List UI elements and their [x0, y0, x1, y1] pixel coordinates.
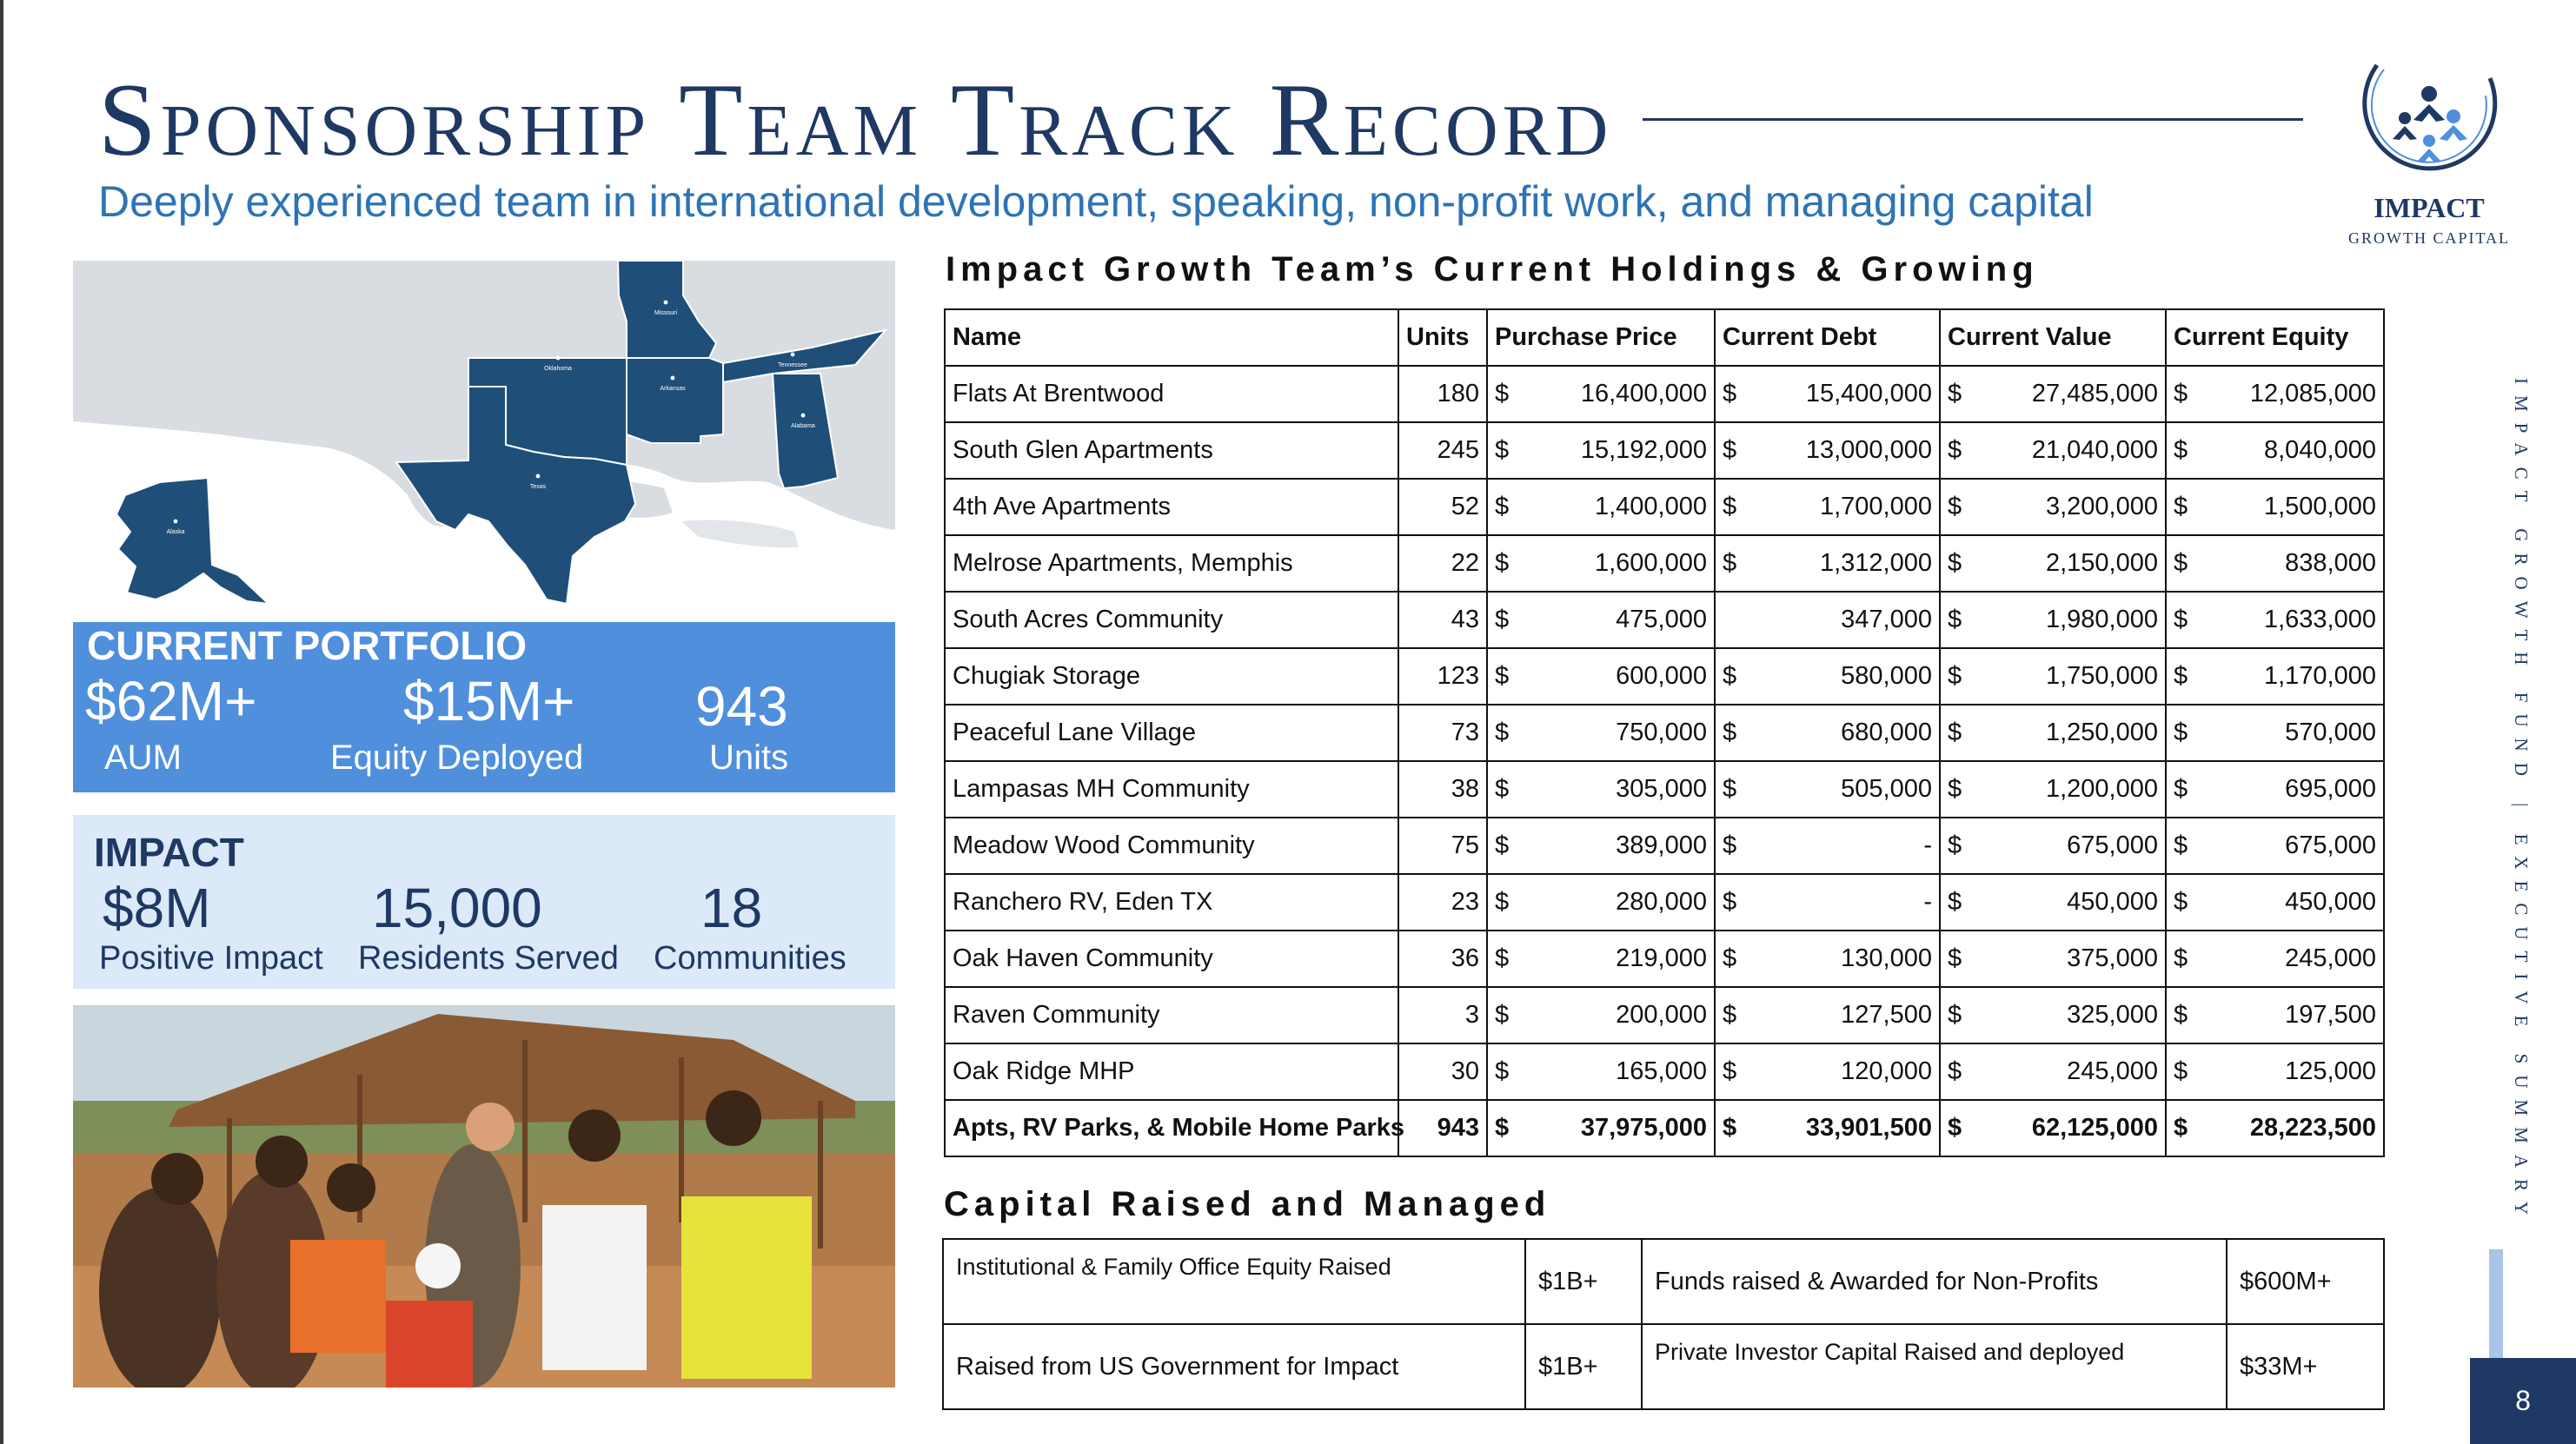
currency-symbol: $	[2174, 493, 2188, 520]
cell-amount: 347,000	[1841, 606, 1932, 633]
us-states-map	[73, 261, 895, 604]
currency-symbol: $	[2174, 719, 2188, 746]
map-label-oklahoma: Oklahoma	[544, 366, 572, 372]
side-vertical-label: IMPACT GROWTH FUND | EXECUTIVE SUMMARY	[2511, 378, 2532, 1226]
cell-amount: 1,750,000	[2045, 662, 2158, 690]
col-header-current-value: Current Value	[1940, 309, 2166, 366]
col-header-current-equity: Current Equity	[2166, 309, 2384, 366]
table-row	[945, 648, 2384, 705]
cell-value	[1940, 422, 2166, 479]
cell-amount: 16,400,000	[1580, 380, 1707, 407]
cell-amount: 245,000	[2285, 944, 2376, 972]
currency-symbol: $	[2174, 1001, 2188, 1029]
cell-value	[1940, 535, 2166, 592]
capital-table	[942, 1238, 2385, 1410]
cell-units: 943	[1398, 1100, 1487, 1156]
cell-name: Flats At Brentwood	[945, 366, 1398, 422]
map-label-alaska: Alaska	[166, 529, 185, 535]
cell-amount: 1,633,000	[2263, 606, 2376, 633]
cell-debt	[1715, 366, 1940, 422]
cell-amount: 675,000	[2067, 831, 2158, 859]
cell-amount: 475,000	[1616, 606, 1707, 633]
capital-title: Capital Raised and Managed	[944, 1185, 1551, 1223]
cell-equity	[2166, 366, 2384, 422]
cell-amount: 62,125,000	[2031, 1114, 2158, 1142]
cell-amount: 1,400,000	[1594, 493, 1707, 520]
capital-value: $1B+	[1525, 1239, 1642, 1324]
logo-emblem-icon	[2342, 43, 2516, 191]
col-header-current-debt: Current Debt	[1715, 309, 1940, 366]
capital-row	[943, 1239, 2384, 1324]
cell-equity	[2166, 987, 2384, 1043]
page-subtitle: Deeply experienced team in international development, speaking, non-profit work, and managing capital	[98, 177, 2094, 226]
currency-symbol: $	[1495, 662, 1510, 690]
cell-units: 3	[1398, 987, 1487, 1043]
cell-units: 123	[1398, 648, 1487, 705]
currency-symbol: $	[1723, 1001, 1737, 1029]
residents-label: Residents Served	[358, 940, 619, 977]
cell-amount: 33,901,500	[1805, 1114, 1932, 1142]
cell-amount: 165,000	[1616, 1057, 1707, 1085]
cell-amount: 675,000	[2285, 831, 2376, 859]
cell-equity	[2166, 705, 2384, 761]
currency-symbol: $	[1723, 719, 1737, 746]
col-header-name: Name	[945, 309, 1398, 366]
cell-amount: -	[1923, 888, 1932, 916]
impact-box	[73, 815, 895, 989]
cell-purchase	[1487, 366, 1715, 422]
currency-symbol: $	[1948, 1001, 1962, 1029]
cell-amount: 280,000	[1616, 888, 1707, 916]
cell-value	[1940, 931, 2166, 987]
currency-symbol: $	[1948, 719, 1962, 746]
cell-purchase	[1487, 761, 1715, 818]
cell-amount: 125,000	[2285, 1057, 2376, 1085]
cell-debt	[1715, 648, 1940, 705]
cell-purchase	[1487, 1043, 1715, 1100]
cell-amount: 120,000	[1841, 1057, 1932, 1085]
cell-amount: 680,000	[1841, 719, 1932, 746]
cell-debt	[1715, 987, 1940, 1043]
cell-name: 4th Ave Apartments	[945, 479, 1398, 535]
cell-units: 38	[1398, 761, 1487, 818]
cell-amount: 197,500	[2285, 1001, 2376, 1029]
table-row	[945, 422, 2384, 479]
cell-purchase	[1487, 987, 1715, 1043]
table-row	[945, 592, 2384, 648]
cell-equity	[2166, 931, 2384, 987]
cell-equity	[2166, 1100, 2384, 1156]
cell-debt	[1715, 1043, 1940, 1100]
cell-value	[1940, 1043, 2166, 1100]
communities-label: Communities	[654, 940, 846, 977]
logo-name: IMPACT	[2374, 192, 2485, 223]
currency-symbol: $	[1723, 775, 1737, 803]
cell-equity	[2166, 422, 2384, 479]
cell-amount: 13,000,000	[1805, 436, 1932, 464]
cell-value	[1940, 987, 2166, 1043]
aum-value: $62M+	[85, 670, 257, 732]
title-rule	[1643, 118, 2303, 121]
currency-symbol: $	[1495, 380, 1510, 407]
currency-symbol: $	[1948, 888, 1962, 916]
cell-name: Oak Haven Community	[945, 931, 1398, 987]
capital-label: Private Investor Capital Raised and deployed	[1642, 1324, 2227, 1409]
positive-impact-value: $8M	[103, 877, 211, 939]
table-row	[945, 705, 2384, 761]
cell-amount: 838,000	[2285, 549, 2376, 577]
current-portfolio-box	[73, 622, 895, 792]
currency-symbol: $	[1948, 549, 1962, 577]
cell-debt	[1715, 761, 1940, 818]
table-row	[945, 761, 2384, 818]
cell-units: 73	[1398, 705, 1487, 761]
cell-amount: 450,000	[2285, 888, 2376, 916]
cell-name: South Glen Apartments	[945, 422, 1398, 479]
page-number: 8	[2470, 1358, 2576, 1444]
currency-symbol: $	[2174, 1114, 2188, 1142]
cell-debt	[1715, 479, 1940, 535]
cell-amount: 1,980,000	[2045, 606, 2158, 633]
currency-symbol: $	[1495, 944, 1510, 972]
currency-symbol: $	[2174, 1057, 2188, 1085]
cell-amount: 200,000	[1616, 1001, 1707, 1029]
cell-amount: 245,000	[2067, 1057, 2158, 1085]
cell-amount: 750,000	[1616, 719, 1707, 746]
table-row	[945, 535, 2384, 592]
cell-units: 36	[1398, 931, 1487, 987]
currency-symbol: $	[1495, 1057, 1510, 1085]
cell-value	[1940, 761, 2166, 818]
table-row	[945, 1043, 2384, 1100]
cell-equity	[2166, 761, 2384, 818]
map-state-arkansas	[627, 358, 723, 443]
cell-amount: 695,000	[2285, 775, 2376, 803]
team-photo	[73, 1005, 895, 1388]
cell-equity	[2166, 535, 2384, 592]
cell-purchase	[1487, 592, 1715, 648]
cell-units: 23	[1398, 874, 1487, 931]
cell-amount: 450,000	[2067, 888, 2158, 916]
capital-label: Raised from US Government for Impact	[943, 1324, 1525, 1409]
cell-equity	[2166, 874, 2384, 931]
cell-units: 52	[1398, 479, 1487, 535]
cell-debt	[1715, 592, 1940, 648]
map-label-tennessee: Tennessee	[778, 362, 807, 368]
map-label-texas: Texas	[529, 484, 547, 490]
map-label-missouri: Missouri	[654, 310, 678, 316]
cell-debt	[1715, 422, 1940, 479]
cell-debt	[1715, 931, 1940, 987]
currency-symbol: $	[1948, 1114, 1962, 1142]
impact-heading: IMPACT	[94, 830, 244, 875]
cell-amount: 15,400,000	[1805, 380, 1932, 407]
holdings-header-row	[945, 309, 2384, 366]
currency-symbol: $	[1723, 380, 1737, 407]
cell-purchase	[1487, 422, 1715, 479]
cell-name: South Acres Community	[945, 592, 1398, 648]
cell-amount: 1,170,000	[2263, 662, 2376, 690]
currency-symbol: $	[1948, 1057, 1962, 1085]
cell-name: Melrose Apartments, Memphis	[945, 535, 1398, 592]
cell-amount: 8,040,000	[2263, 436, 2376, 464]
col-header-purchase-price: Purchase Price	[1487, 309, 1715, 366]
currency-symbol: $	[1948, 831, 1962, 859]
aum-label: AUM	[104, 739, 182, 777]
cell-amount: 600,000	[1616, 662, 1707, 690]
currency-symbol: $	[1495, 1114, 1510, 1142]
map-label-arkansas: Arkansas	[660, 386, 686, 392]
currency-symbol: $	[1495, 831, 1510, 859]
currency-symbol: $	[1723, 493, 1737, 520]
currency-symbol: $	[1948, 662, 1962, 690]
col-header-units: Units	[1398, 309, 1487, 366]
currency-symbol: $	[1723, 1114, 1737, 1142]
table-row	[945, 479, 2384, 535]
cell-units: 30	[1398, 1043, 1487, 1100]
positive-impact-label: Positive Impact	[99, 940, 323, 977]
cell-name: Meadow Wood Community	[945, 818, 1398, 874]
cell-purchase	[1487, 648, 1715, 705]
cell-name: Chugiak Storage	[945, 648, 1398, 705]
currency-symbol: $	[2174, 944, 2188, 972]
cell-name: Apts, RV Parks, & Mobile Home Parks	[945, 1100, 1398, 1156]
currency-symbol: $	[2174, 380, 2188, 407]
residents-value: 15,000	[372, 877, 542, 939]
cell-purchase	[1487, 535, 1715, 592]
holdings-title: Impact Growth Team’s Current Holdings & Growing	[946, 250, 2039, 288]
cell-units: 43	[1398, 592, 1487, 648]
cell-debt	[1715, 535, 1940, 592]
cell-amount: -	[1923, 831, 1932, 859]
table-row	[945, 818, 2384, 874]
cell-equity	[2166, 818, 2384, 874]
map-label-alabama: Alabama	[791, 423, 815, 429]
cell-name: Peaceful Lane Village	[945, 705, 1398, 761]
cell-debt	[1715, 874, 1940, 931]
cell-amount: 580,000	[1841, 662, 1932, 690]
cell-debt	[1715, 818, 1940, 874]
cell-purchase	[1487, 705, 1715, 761]
cell-purchase	[1487, 874, 1715, 931]
cell-amount: 37,975,000	[1580, 1114, 1707, 1142]
currency-symbol: $	[1948, 436, 1962, 464]
cell-amount: 1,500,000	[2263, 493, 2376, 520]
table-row	[945, 931, 2384, 987]
cell-amount: 505,000	[1841, 775, 1932, 803]
side-accent-bar	[2489, 1249, 2503, 1358]
cell-amount: 1,700,000	[1819, 493, 1932, 520]
cell-amount: 27,485,000	[2031, 380, 2158, 407]
cell-value	[1940, 592, 2166, 648]
cell-amount: 375,000	[2067, 944, 2158, 972]
currency-symbol: $	[1495, 775, 1510, 803]
table-row	[945, 366, 2384, 422]
table-total-row	[945, 1100, 2384, 1156]
cell-amount: 305,000	[1616, 775, 1707, 803]
cell-debt	[1715, 705, 1940, 761]
currency-symbol: $	[1495, 436, 1510, 464]
cell-purchase	[1487, 1100, 1715, 1156]
units-value: 943	[695, 675, 788, 738]
cell-amount: 1,250,000	[2045, 719, 2158, 746]
currency-symbol: $	[1723, 436, 1737, 464]
currency-symbol: $	[1495, 549, 1510, 577]
currency-symbol: $	[1495, 493, 1510, 520]
cell-units: 75	[1398, 818, 1487, 874]
currency-symbol: $	[1723, 888, 1737, 916]
cell-name: Oak Ridge MHP	[945, 1043, 1398, 1100]
cell-name: Lampasas MH Community	[945, 761, 1398, 818]
cell-amount: 12,085,000	[2249, 380, 2376, 407]
currency-symbol: $	[1723, 1057, 1737, 1085]
cell-equity	[2166, 592, 2384, 648]
page-title: Sponsorship Team Track Record	[98, 62, 1613, 177]
cell-amount: 28,223,500	[2249, 1114, 2376, 1142]
currency-symbol: $	[1948, 944, 1962, 972]
cell-value	[1940, 1100, 2166, 1156]
currency-symbol: $	[2174, 662, 2188, 690]
cell-name: Raven Community	[945, 987, 1398, 1043]
cell-units: 245	[1398, 422, 1487, 479]
currency-symbol: $	[1495, 606, 1510, 633]
cell-value	[1940, 366, 2166, 422]
currency-symbol: $	[1495, 888, 1510, 916]
cell-amount: 1,312,000	[1819, 549, 1932, 577]
left-edge-line	[0, 0, 3, 1444]
currency-symbol: $	[1723, 944, 1737, 972]
units-label: Units	[709, 739, 789, 777]
capital-label: Funds raised & Awarded for Non-Profits	[1642, 1239, 2227, 1324]
table-row	[945, 987, 2384, 1043]
cell-amount: 325,000	[2067, 1001, 2158, 1029]
currency-symbol: $	[2174, 606, 2188, 633]
capital-value: $600M+	[2227, 1239, 2384, 1324]
cell-amount: 3,200,000	[2045, 493, 2158, 520]
cell-amount: 389,000	[1616, 831, 1707, 859]
cell-name: Ranchero RV, Eden TX	[945, 874, 1398, 931]
cell-value	[1940, 479, 2166, 535]
cell-value	[1940, 705, 2166, 761]
currency-symbol: $	[2174, 775, 2188, 803]
cell-amount: 130,000	[1841, 944, 1932, 972]
currency-symbol: $	[1495, 1001, 1510, 1029]
logo-subtitle: GROWTH CAPITAL	[2347, 229, 2511, 247]
currency-symbol: $	[1723, 831, 1737, 859]
cell-amount: 127,500	[1841, 1001, 1932, 1029]
currency-symbol: $	[1723, 549, 1737, 577]
cell-purchase	[1487, 818, 1715, 874]
cell-amount: 1,600,000	[1594, 549, 1707, 577]
cell-purchase	[1487, 931, 1715, 987]
cell-amount: 219,000	[1616, 944, 1707, 972]
currency-symbol: $	[2174, 436, 2188, 464]
equity-value: $15M+	[403, 670, 575, 732]
equity-label: Equity Deployed	[330, 739, 584, 777]
company-logo	[2342, 43, 2516, 252]
cell-purchase	[1487, 479, 1715, 535]
holdings-table	[944, 308, 2385, 1157]
currency-symbol: $	[1948, 380, 1962, 407]
communities-value: 18	[700, 877, 763, 939]
cell-equity	[2166, 648, 2384, 705]
currency-symbol: $	[1948, 606, 1962, 633]
cell-amount: 2,150,000	[2045, 549, 2158, 577]
capital-row	[943, 1324, 2384, 1409]
table-row	[945, 874, 2384, 931]
cell-value	[1940, 874, 2166, 931]
currency-symbol: $	[1723, 662, 1737, 690]
cell-amount: 21,040,000	[2031, 436, 2158, 464]
currency-symbol: $	[2174, 831, 2188, 859]
cell-amount: 15,192,000	[1580, 436, 1707, 464]
currency-symbol: $	[1948, 493, 1962, 520]
cell-amount: 1,200,000	[2045, 775, 2158, 803]
currency-symbol: $	[2174, 549, 2188, 577]
cell-units: 180	[1398, 366, 1487, 422]
currency-symbol: $	[1495, 719, 1510, 746]
currency-symbol: $	[1948, 775, 1962, 803]
cell-units: 22	[1398, 535, 1487, 592]
portfolio-heading: CURRENT PORTFOLIO	[87, 623, 527, 668]
capital-value: $33M+	[2227, 1324, 2384, 1409]
cell-amount: 570,000	[2285, 719, 2376, 746]
cell-equity	[2166, 479, 2384, 535]
cell-debt	[1715, 1100, 1940, 1156]
cell-equity	[2166, 1043, 2384, 1100]
currency-symbol: $	[2174, 888, 2188, 916]
capital-label: Institutional & Family Office Equity Raised	[943, 1239, 1525, 1324]
cell-value	[1940, 648, 2166, 705]
capital-value: $1B+	[1525, 1324, 1642, 1409]
cell-value	[1940, 818, 2166, 874]
